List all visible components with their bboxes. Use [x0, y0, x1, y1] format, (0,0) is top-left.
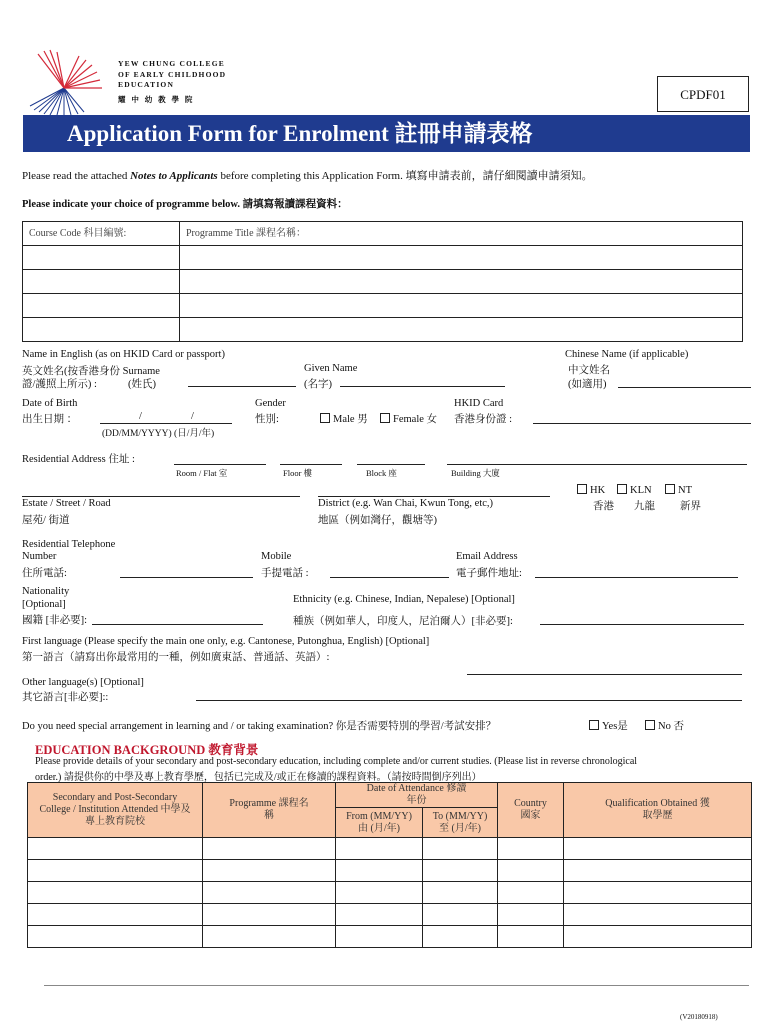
cell[interactable] — [564, 860, 752, 882]
education-row — [28, 838, 752, 860]
estate-label: Estate / Street / Road — [22, 498, 111, 509]
tel-label-2: Number — [22, 551, 57, 562]
course-code-cell[interactable] — [23, 270, 180, 294]
qualification-header: Qualification Obtained 獲取學歷 — [564, 783, 752, 838]
checkbox-icon[interactable] — [617, 484, 627, 494]
programme-title-cell[interactable] — [180, 294, 743, 318]
education-row — [28, 926, 752, 948]
checkbox-icon[interactable] — [665, 484, 675, 494]
dob-cn-label: 出生日期 ： — [22, 414, 78, 425]
gender-male-option[interactable] — [320, 411, 368, 426]
logo-text — [118, 59, 226, 105]
tel-cn-label: 住所電話: — [22, 568, 67, 579]
cell[interactable] — [336, 926, 423, 948]
name-cn-label-2: 證/護照上所示) : — [22, 379, 97, 390]
education-title: EDUCATION BACKGROUND 教育背景 — [35, 743, 259, 757]
mobile-field[interactable] — [330, 577, 449, 578]
cell[interactable] — [203, 926, 336, 948]
hk-label: HK — [590, 485, 606, 496]
kln-label: KLN — [630, 485, 652, 496]
room-label: Room / Flat 室 — [176, 468, 228, 478]
cell[interactable] — [498, 838, 564, 860]
ethnicity-label: Ethnicity (e.g. Chinese, Indian, Nepalese) [Optional] — [293, 594, 515, 605]
intro-part1: Please read the attached — [22, 170, 131, 182]
cell[interactable] — [336, 904, 423, 926]
chinese-name-field[interactable] — [618, 387, 751, 388]
male-label: Male 男 — [333, 414, 368, 425]
gender-cn-label: 性別: — [255, 414, 279, 425]
course-table — [22, 221, 743, 342]
cell[interactable] — [28, 838, 203, 860]
mobile-label: Mobile — [261, 551, 292, 562]
intro-part2: before completing this Application Form. 填寫申請表前，請仔細閱讀申請須知。 — [217, 170, 593, 182]
chinese-name-label: Chinese Name (if applicable) — [565, 349, 689, 360]
chinese-name-cn-label: 中文姓名 — [568, 365, 610, 376]
first-language-label: First language (Please specify the main one only, e.g. Cantonese, Putonghua, English) [Optional] — [22, 636, 430, 647]
education-row — [28, 882, 752, 904]
cell[interactable] — [423, 838, 498, 860]
version-label: (V20180918) — [680, 1013, 718, 1021]
first-language-cn-label: 第一語言（請寫出你最常用的一種，例如廣東話、普通話、英語）: — [22, 652, 330, 663]
cell[interactable] — [203, 904, 336, 926]
estate-field[interactable] — [22, 496, 300, 497]
checkbox-icon[interactable] — [320, 413, 330, 423]
name-english-label: Name in English (as on HKID Card or passport) — [22, 349, 225, 360]
estate-cn-label: 屋苑/ 街道 — [22, 515, 70, 526]
programme-title-header: Programme Title 課程名稱： — [180, 222, 743, 246]
checkbox-icon[interactable] — [589, 720, 599, 730]
nationality-field[interactable] — [92, 624, 263, 625]
form-code: CPDF01 — [657, 76, 749, 112]
cell[interactable] — [203, 882, 336, 904]
special-no-option[interactable] — [645, 718, 684, 733]
district-field[interactable] — [318, 496, 550, 497]
hkid-label: HKID Card — [454, 398, 504, 409]
cell[interactable] — [28, 882, 203, 904]
district-label: District (e.g. Wan Chai, Kwun Tong, etc,) — [318, 498, 494, 509]
dob-separator-2: / — [191, 411, 194, 422]
special-yes-option[interactable] — [589, 718, 628, 733]
building-label: Building 大廈 — [451, 468, 500, 478]
room-field[interactable] — [174, 464, 266, 465]
gender-female-option[interactable] — [380, 411, 437, 426]
cell[interactable] — [564, 904, 752, 926]
ethnicity-field[interactable] — [540, 624, 744, 625]
email-label: Email Address — [456, 551, 518, 562]
logo-line-1: YEW CHUNG COLLEGE — [118, 59, 225, 68]
programme-title-cell[interactable] — [180, 318, 743, 342]
email-cn-label: 電子郵件地址: — [456, 568, 522, 579]
logo-line-2: OF EARLY CHILDHOOD — [118, 69, 227, 79]
footer-divider — [44, 985, 749, 986]
cell[interactable] — [423, 882, 498, 904]
checkbox-icon[interactable] — [577, 484, 587, 494]
other-language-cn-label: 其它語言[非必要]:: — [22, 692, 109, 703]
no-label: No 否 — [658, 721, 684, 732]
nationality-cn-label: 國籍 [非必要]: — [22, 615, 88, 626]
programme-prompt: Please indicate your choice of programme below. 請填寫報讀課程資料： — [22, 199, 348, 210]
block-field[interactable] — [357, 464, 425, 465]
hk-cn-label: 香港 — [593, 501, 614, 512]
education-note-2: order.) 請提供你的中學及專上教育學歷，包括已完成及/或正在修讀的課程資料。（請按時間倒序列出） — [35, 772, 482, 783]
cell[interactable] — [498, 860, 564, 882]
floor-label: Floor 樓 — [283, 468, 313, 478]
hkid-field[interactable] — [533, 423, 751, 424]
given-name-label: Given Name — [304, 363, 358, 374]
school-header: Secondary and Post-Secondary College / Institution Attended 中學及專上教育院校 — [28, 783, 203, 838]
programme-title-cell[interactable] — [180, 270, 743, 294]
cell[interactable] — [498, 882, 564, 904]
gender-label: Gender — [255, 398, 286, 409]
dob-label: Date of Birth — [22, 398, 78, 409]
region-kln-option[interactable] — [617, 484, 652, 496]
cell[interactable] — [336, 882, 423, 904]
floor-field[interactable] — [280, 464, 342, 465]
course-code-cell[interactable] — [23, 246, 180, 270]
given-name-cn-label: (名字) — [304, 379, 332, 390]
cell[interactable] — [564, 882, 752, 904]
yes-label: Yes是 — [602, 721, 628, 732]
country-header: Country 國家 — [498, 783, 564, 838]
cell[interactable] — [564, 926, 752, 948]
cell[interactable] — [498, 926, 564, 948]
education-row — [28, 904, 752, 926]
cell[interactable] — [423, 860, 498, 882]
email-field[interactable] — [535, 577, 738, 578]
dob-separator-1: / — [139, 411, 142, 422]
name-cn-label-1-text: 英文姓名(按香港身份 — [22, 366, 120, 377]
cell[interactable] — [203, 860, 336, 882]
kln-cn-label: 九龍 — [634, 501, 655, 512]
block-label: Block 座 — [366, 468, 397, 478]
region-hk-option[interactable] — [577, 484, 605, 496]
course-code-cell[interactable] — [23, 294, 180, 318]
other-language-field[interactable] — [196, 700, 742, 701]
region-nt-option[interactable] — [665, 484, 692, 496]
tel-label: Residential Telephone — [22, 539, 116, 550]
college-logo-icon — [24, 48, 104, 116]
cell[interactable] — [28, 926, 203, 948]
chinese-name-cn-label-2: (如適用) — [568, 379, 607, 390]
education-table — [27, 782, 752, 948]
district-cn-label: 地區（例如灣仔，觀塘等) — [318, 515, 437, 526]
checkbox-icon[interactable] — [645, 720, 655, 730]
building-field[interactable] — [447, 464, 747, 465]
dob-field[interactable] — [100, 423, 232, 424]
cell[interactable] — [498, 904, 564, 926]
ethnicity-cn-label: 種族（例如華人，印度人，尼泊爾人）[非必要]: — [293, 616, 513, 627]
programme-title-cell[interactable] — [180, 246, 743, 270]
address-label: Residential Address 住址 : — [22, 454, 135, 465]
other-language-label: Other language(s) [Optional] — [22, 677, 144, 688]
given-name-field[interactable] — [340, 386, 505, 387]
surname-label: Surname — [122, 366, 160, 377]
course-code-header: Course Code 科目編號: — [23, 222, 180, 246]
cell[interactable] — [336, 838, 423, 860]
cell[interactable] — [28, 904, 203, 926]
from-header: From (MM/YY) 由 (月/年) — [336, 808, 423, 838]
date-header: Date of Attendance 修讀年份 — [336, 783, 498, 808]
dob-format: (DD/MM/YYYY) (日/月/年) — [102, 429, 215, 439]
intro-text — [22, 167, 593, 183]
first-language-field[interactable] — [467, 674, 742, 675]
intro-emphasis: Notes to Applicants — [130, 170, 218, 182]
nationality-label: Nationality — [22, 586, 70, 597]
cell[interactable] — [336, 860, 423, 882]
page-title: Application Form for Enrolment 註冊申請表格 — [23, 115, 750, 152]
mobile-cn-label: 手提電話 : — [261, 568, 309, 579]
course-code-cell[interactable] — [23, 318, 180, 342]
to-header: To (MM/YY) 至 (月/年) — [423, 808, 498, 838]
education-row — [28, 860, 752, 882]
tel-field[interactable] — [120, 577, 253, 578]
logo-chinese: 耀 中 幼 教 學 院 — [118, 94, 195, 104]
surname-field[interactable] — [188, 386, 296, 387]
programme-header: Programme 課程名稱 — [203, 783, 336, 838]
female-label: Female 女 — [393, 414, 438, 425]
education-note-1: Please provide details of your secondary and post-secondary education, including complete and/or current studies. (Please list in reverse chronological — [35, 756, 638, 767]
cell[interactable] — [203, 838, 336, 860]
nationality-optional: [Optional] — [22, 599, 66, 610]
cell[interactable] — [564, 838, 752, 860]
cell[interactable] — [28, 860, 203, 882]
surname-cn-label: (姓氏) — [128, 379, 156, 390]
special-arrangement-question: Do you need special arrangement in learning and / or taking examination? 你是否需要特別的學習/考試安排？ — [22, 721, 497, 732]
cell[interactable] — [423, 926, 498, 948]
cell[interactable] — [423, 904, 498, 926]
nt-label: NT — [678, 485, 692, 496]
hkid-cn-label: 香港身份證 : — [454, 414, 513, 425]
nt-cn-label: 新界 — [680, 501, 701, 512]
checkbox-icon[interactable] — [380, 413, 390, 423]
logo-line-3: EDUCATION — [118, 80, 175, 89]
